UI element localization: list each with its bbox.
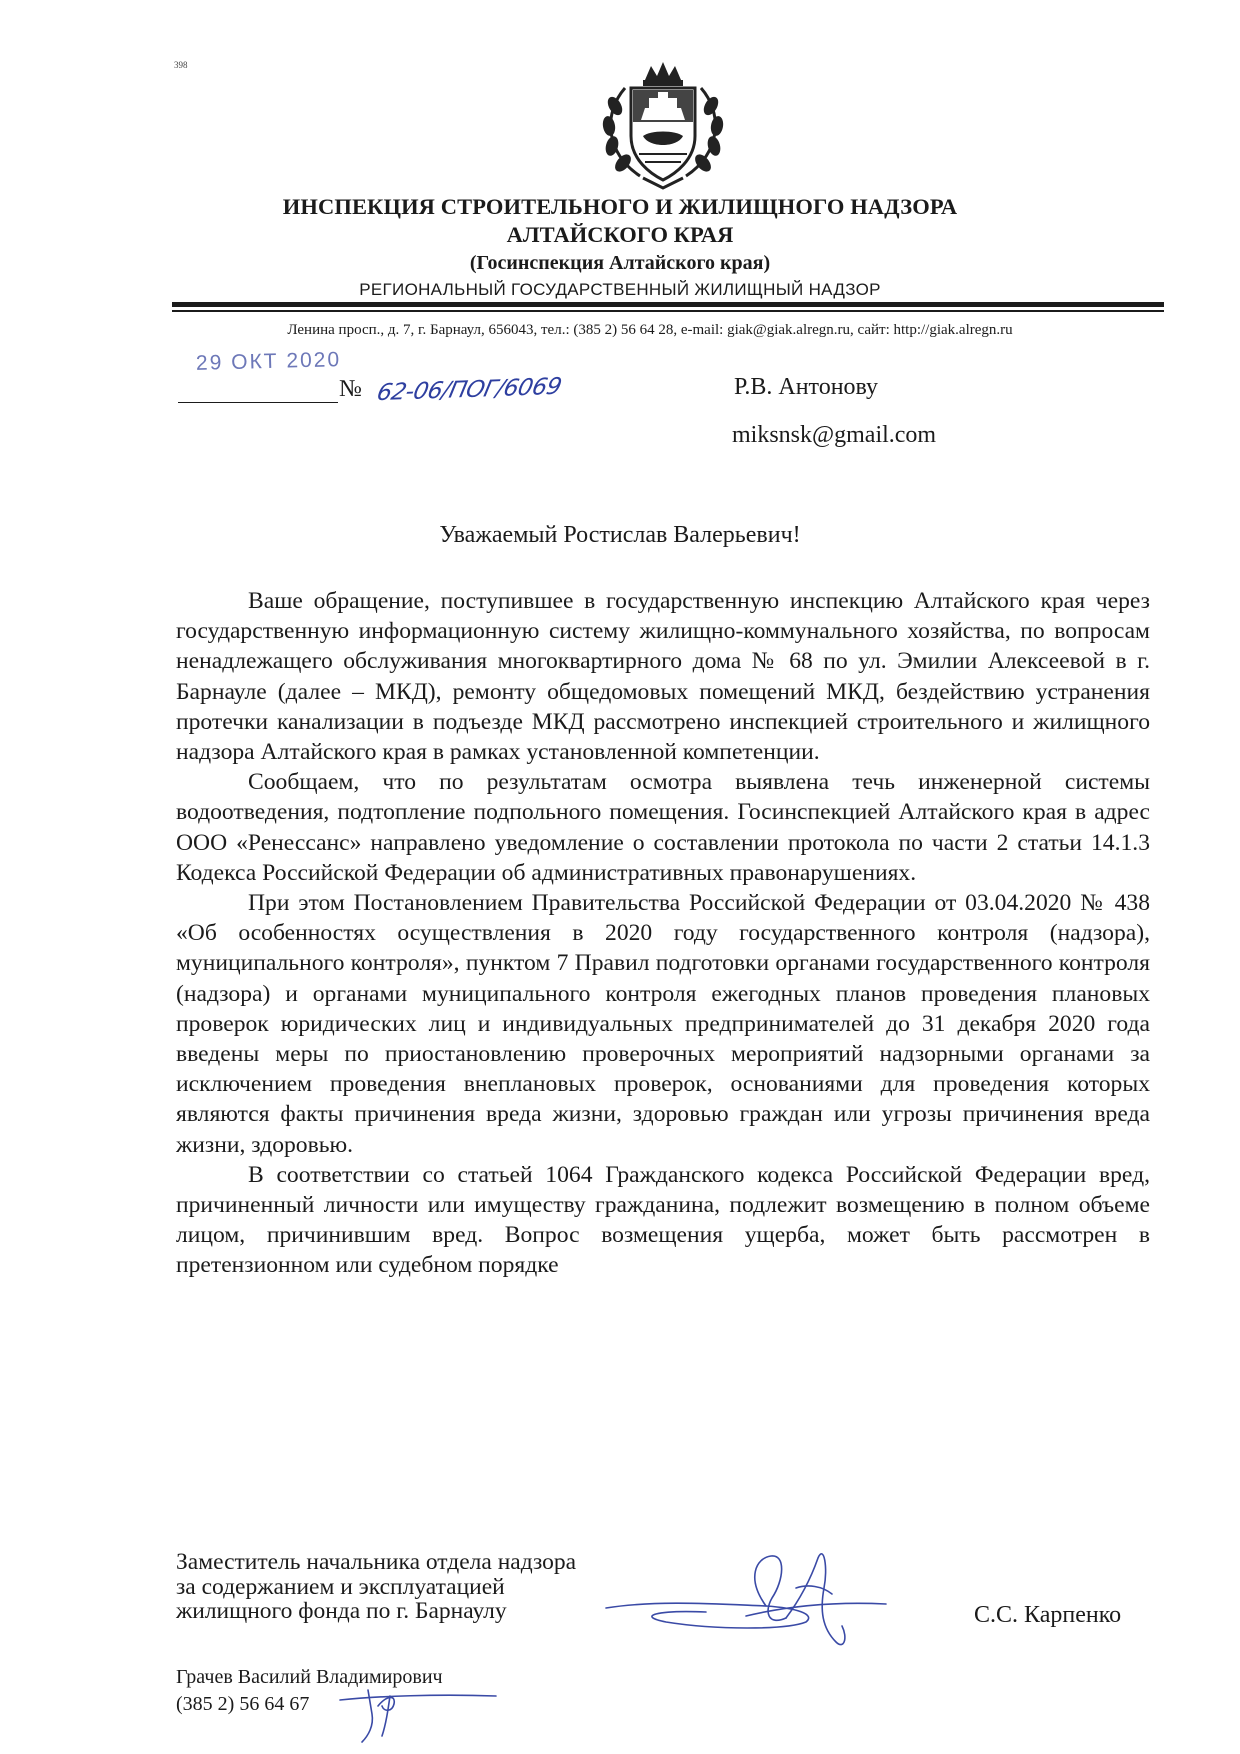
registration-number-sign: №	[339, 376, 362, 402]
handwritten-initial-icon	[338, 1666, 498, 1746]
body-paragraph: Ваше обращение, поступившее в государственную инспекцию Алтайского края через государственную информационную систему жилищно-коммунального хозяйства, по вопросам ненадлежащего обслуживания многоквартирного дома № 68 по ул. Эмилии Алексеевой в г. Барнауле (далее – МКД), ремонту общедомовых помещений МКД, бездействию устранения протечки канализации в подъезде МКД рассмотрено инспекцией строительного и жилищного надзора Алтайского края в рамках установленной компетенции.	[176, 588, 1150, 766]
registration-number: 62-06/ПОГ/6069	[374, 373, 564, 407]
organization-short-name: (Госинспекция Алтайского края)	[469, 252, 771, 274]
header-divider-thick	[172, 302, 1164, 307]
altai-krai-coat-of-arms-icon	[595, 58, 731, 192]
recipient-email: miksnsk@gmail.com	[732, 422, 937, 448]
body-paragraph: При этом Постановлением Правительства Российской Федерации от 03.04.2020 № 438 «Об особенностях осуществления в 2020 году государственного контроля (надзора), муниципального контроля», пунктом 7 Правил подготовки органами государственного контроля (надзора) и органами муниципального контроля ежегодных планов проведения плановых проверок юридических лиц и индивидуальных предпринимателей до 31 декабря 2020 года введены меры по приостановлению проверочных мероприятий надзорными органами за исключением проведения внеплановых проверок, основаниями для проведения которых являются факты причинения вреда жизни, здоровью граждан или угрозы причинения вреда жизни, здоровью.	[176, 890, 1150, 1158]
handwritten-signature-icon	[596, 1518, 896, 1668]
executor-name: Грачев Василий Владимирович	[176, 1666, 443, 1688]
signatory-title-line: жилищного фонда по г. Барнаулу	[176, 1598, 507, 1624]
organization-name-line1: ИНСПЕКЦИЯ СТРОИТЕЛЬНОГО И ЖИЛИЩНОГО НАДЗОРА	[282, 194, 958, 219]
organization-contacts: Ленина просп., д. 7, г. Барнаул, 656043, тел.: (385 2) 56 64 28, e-mail: giak@giak.alregn.ru, сайт: http://giak.alregn.ru	[287, 322, 1013, 338]
recipient-name: Р.В. Антонову	[734, 374, 879, 400]
registration-date-line	[178, 402, 338, 403]
corner-mark: 398	[174, 60, 188, 70]
registration-date-stamp: 29 ОКТ 2020	[195, 348, 342, 375]
signatory-title-line: за содержанием и эксплуатацией	[176, 1573, 505, 1600]
organization-name-line2: АЛТАЙСКОГО КРАЯ	[506, 222, 734, 247]
body-paragraph: Сообщаем, что по результатам осмотра выявлена течь инженерной системы водоотведения, подтопление подпольного помещения. Госинспекцией Алтайского края в адрес ООО «Ренессанс» направлено уведомление о составлении протокола по части 2 статьи 14.1.3 Кодекса Российской Федерации об административных правонарушениях.	[176, 769, 1150, 886]
department-name: РЕГИОНАЛЬНЫЙ ГОСУДАРСТВЕННЫЙ ЖИЛИЩНЫЙ НАДЗОР	[359, 280, 881, 299]
signatory-title	[176, 1550, 576, 1624]
signatory-name: С.С. Карпенко	[974, 1602, 1122, 1628]
signatory-title-line: Заместитель начальника отдела надзора	[176, 1549, 577, 1575]
body-paragraph: В соответствии со статьей 1064 Гражданского кодекса Российской Федерации вред, причиненный личности или имуществу гражданина, подлежит возмещению в полном объеме лицом, причинившим вред. Вопрос возмещения ущерба, может быть рассмотрен в претензионном или судебном порядке	[176, 1161, 1150, 1279]
letter-body	[176, 586, 1150, 1281]
executor-phone: (385 2) 56 64 67	[176, 1693, 310, 1715]
salutation: Уважаемый Ростислав Валерьевич!	[439, 522, 801, 548]
header-divider-thin	[172, 310, 1164, 312]
